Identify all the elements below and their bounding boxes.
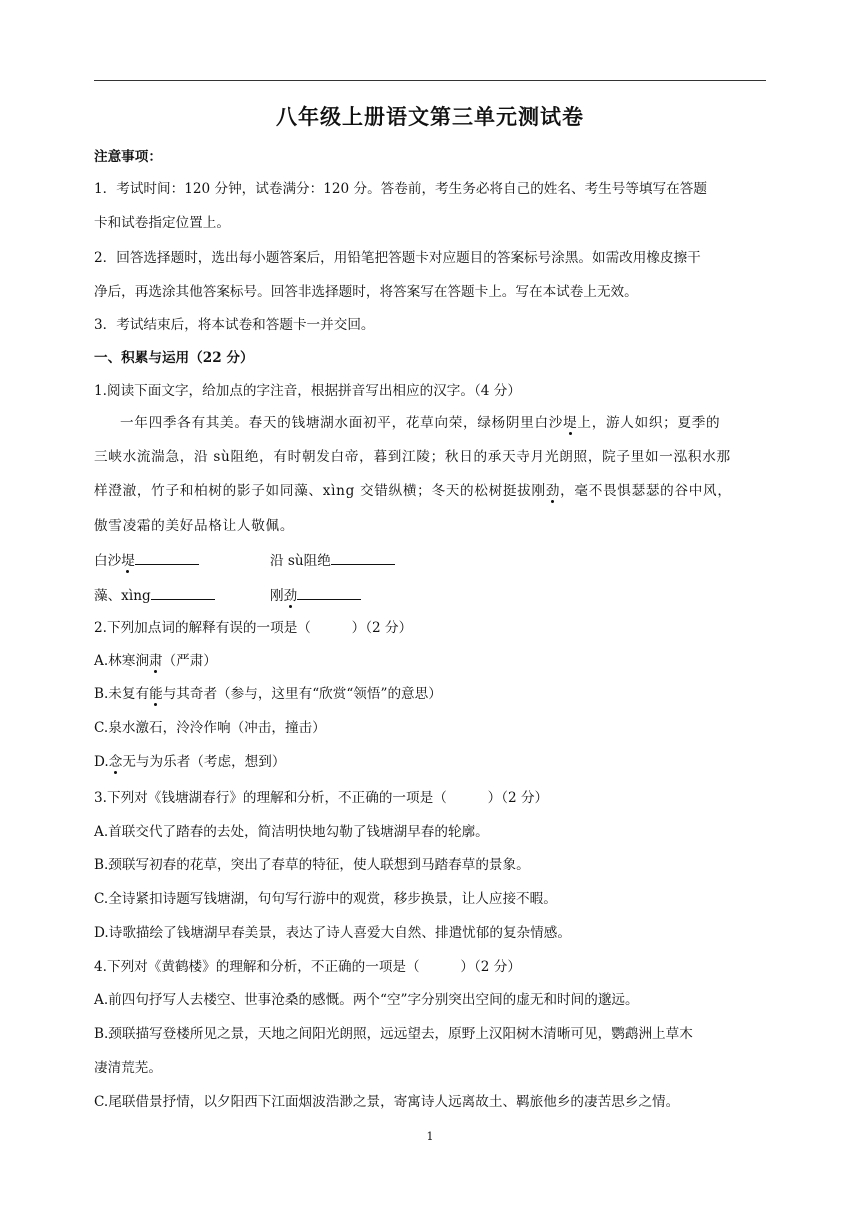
question-2-option-b: B.未复有能与其奇者（参与，这里有“欣赏“领悟”的意思） — [94, 686, 442, 702]
answer-blank-1[interactable] — [135, 550, 199, 565]
header-rule — [94, 80, 766, 81]
question-4-option-c: C.尾联借景抒情，以夕阳西下江面烟波浩渺之景，寄寓诗人远离故土、羁旅他乡的凄苦思乡之情。 — [94, 1094, 680, 1110]
dotted-char: 堤 — [563, 415, 578, 431]
notice-item-2-line-2: 净后，再选涂其他答案标号。回答非选择题时，将答案写在答题卡上。写在本试卷上无效。 — [94, 284, 638, 300]
question-1-stem: 1.阅读下面文字，给加点的字注音，根据拼音写出相应的汉字。（4 分） — [94, 383, 521, 399]
answer-row-1: 白沙堤 — [94, 550, 199, 570]
dotted-char: 肃 — [148, 653, 163, 669]
question-4-option-b-line-1: B.颈联描写登楼所见之景，天地之间阳光朗照，远远望去，原野上汉阳树木清晰可见，鹦鹉洲上草木 — [94, 1026, 693, 1042]
question-4-stem: 4.下列对《黄鹤楼》的理解和分析，不正确的一项是（ ）（2 分） — [94, 959, 521, 975]
passage-line-1: 一年四季各有其美。春天的钱塘湖水面初平，花草向荣，绿杨阴里白沙堤上，游人如织；夏季的 — [120, 415, 721, 431]
dotted-char: 堤 — [121, 553, 135, 569]
passage-line-4: 傲雪凌霜的美好品格让人敬佩。 — [94, 518, 295, 534]
dotted-char: 劲 — [545, 483, 561, 499]
dotted-char: 能 — [149, 686, 163, 702]
question-4-option-a: A.前四句抒写人去楼空、世事沧桑的感慨。两个“空”字分别突出空间的虚无和时间的邈远。 — [94, 992, 639, 1008]
question-2-option-d: D.念无与为乐者（考虑，想到） — [94, 754, 286, 770]
page-number: 1 — [426, 1130, 434, 1143]
question-3-option-a: A.首联交代了踏春的去处，简洁明快地勾勒了钱塘湖早春的轮廓。 — [94, 824, 489, 840]
question-3-option-c: C.全诗紧扣诗题写钱塘湖，句句写行游中的观赏，移步换景，让人应接不暇。 — [94, 891, 557, 907]
question-3-option-b: B.颈联写初春的花草，突出了春草的特征，使人联想到马踏春草的景象。 — [94, 857, 530, 873]
section-1-heading: 一、积累与运用（22 分） — [94, 350, 254, 366]
passage-line-3: 样澄澈，竹子和柏树的影子如同藻、xìng 交错纵横；冬天的松树挺拔刚劲，毫不畏惧瑟瑟的谷中风， — [94, 483, 732, 499]
page-title: 八年级上册语文第三单元测试卷 — [276, 104, 584, 129]
notice-item-2-line-1: 2．回答选择题时，选出每小题答案后，用铅笔把答题卡对应题目的答案标号涂黑。如需改用橡皮擦干 — [94, 250, 701, 266]
answer-row-2: 藻、xìng — [94, 585, 215, 605]
question-2-option-c: C.泉水激石，泠泠作响（冲击，撞击） — [94, 720, 326, 736]
notice-item-3: 3．考试结束后，将本试卷和答题卡一并交回。 — [94, 317, 375, 333]
notice-heading: 注意事项： — [94, 149, 162, 165]
question-3-stem: 3.下列对《钱塘湖春行》的理解和分析，不正确的一项是（ ）（2 分） — [94, 790, 549, 806]
notice-item-1-line-1: 1．考试时间：120 分钟，试卷满分：120 分。答卷前，考生务必将自己的姓名、考生号等填写在答题 — [94, 181, 707, 197]
notice-item-1-line-2: 卡和试卷指定位置上。 — [94, 215, 230, 231]
answer-row-1-right: 沿 sù阻绝 — [270, 550, 395, 570]
answer-blank-4[interactable] — [297, 585, 361, 600]
answer-blank-2[interactable] — [331, 550, 395, 565]
question-2-stem: 2.下列加点词的解释有误的一项是（ ）（2 分） — [94, 620, 413, 636]
question-2-option-a: A.林寒涧肃（严肃） — [94, 653, 217, 669]
question-3-option-d: D.诗歌描绘了钱塘湖早春美景，表达了诗人喜爱大自然、排遣忧郁的复杂情感。 — [94, 925, 571, 941]
answer-blank-3[interactable] — [151, 585, 215, 600]
dotted-char: 念 — [108, 754, 123, 770]
dotted-char: 劲 — [283, 588, 298, 604]
question-4-option-b-line-2: 凄清荒芜。 — [94, 1060, 162, 1076]
passage-line-2: 三峡水流湍急，沿 sù阻绝，有时朝发白帝，暮到江陵；秋日的承天寺月光朗照，院子里如一泓积水那 — [94, 449, 731, 465]
answer-row-2-right: 刚劲 — [270, 585, 361, 605]
